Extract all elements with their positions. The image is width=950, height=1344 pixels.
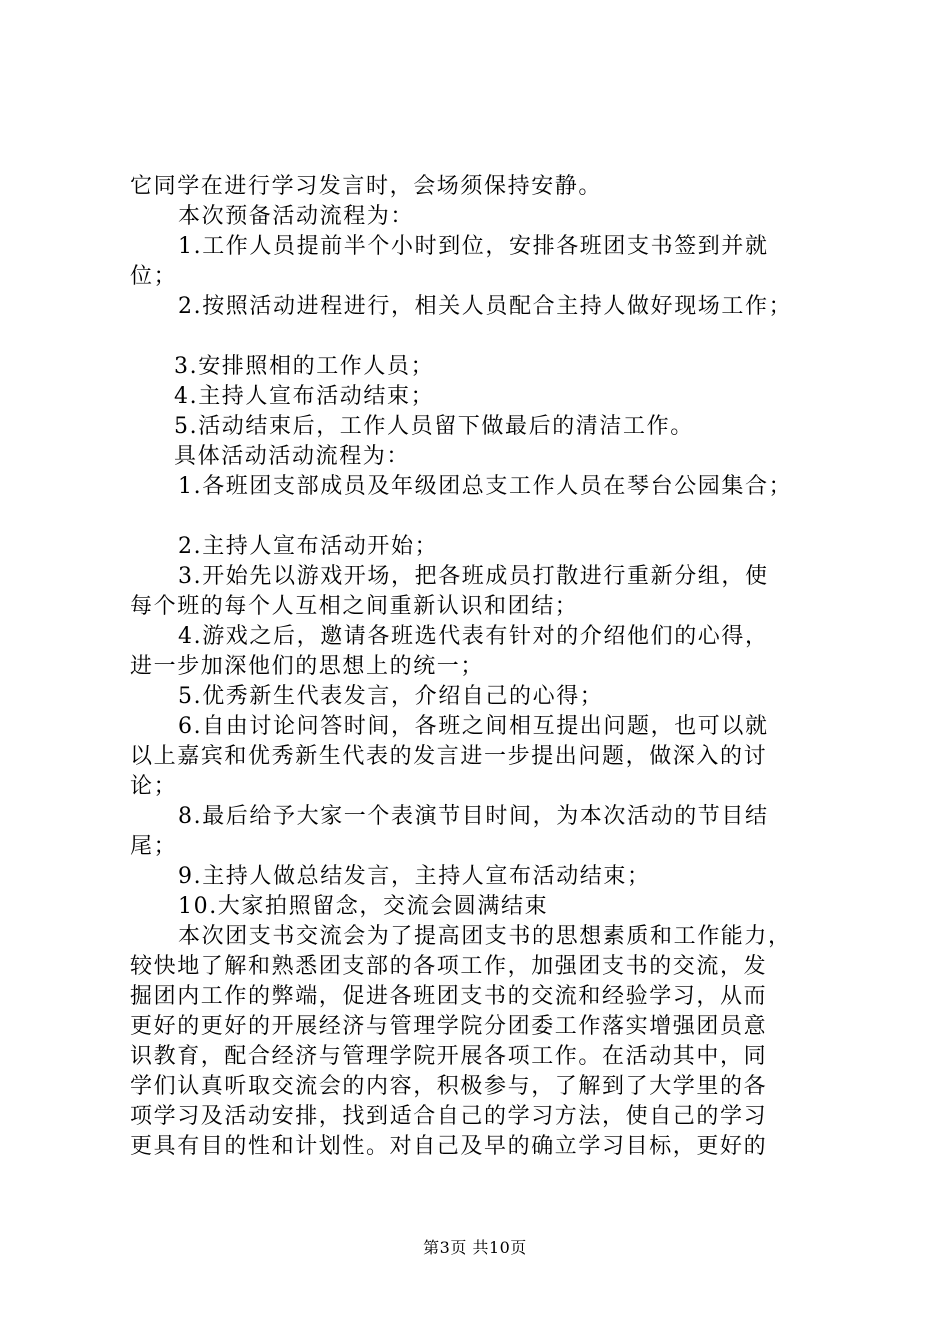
text-line: 进一步加深他们的思想上的统一； — [130, 654, 485, 679]
text-line: 2.主持人宣布活动开始； — [178, 534, 439, 559]
text-line: 10.大家拍照留念，交流会圆满结束 — [178, 894, 549, 919]
text-line: 1.各班团支部成员及年级团总支工作人员在琴台公园集合； — [178, 474, 793, 499]
text-line: 3.开始先以游戏开场，把各班成员打散进行重新分组，使 — [178, 564, 769, 589]
page-number-footer: 第3页 共10页 — [423, 1238, 527, 1257]
text-line: 8.最后给予大家一个表演节目时间，为本次活动的节目结 — [178, 804, 769, 829]
text-line: 4.游戏之后，邀请各班选代表有针对的介绍他们的心得， — [178, 624, 769, 649]
blank-line — [130, 502, 830, 532]
blank-line — [130, 322, 830, 352]
text-line: 本次预备活动流程为： — [178, 204, 415, 229]
text-line: 9.主持人做总结发言，主持人宣布活动结束； — [178, 864, 651, 889]
text-line: 掘团内工作的弊端，促进各班团支书的交流和经验学习，从而 — [130, 984, 768, 1009]
text-line: 2.按照活动进程进行，相关人员配合主持人做好现场工作； — [178, 294, 793, 319]
text-line: 识教育，配合经济与管理学院开展各项工作。在活动其中，同 — [130, 1044, 768, 1069]
text-line: 学们认真听取交流会的内容，积极参与，了解到了大学里的各 — [130, 1074, 768, 1099]
text-line: 论； — [130, 774, 178, 799]
text-line: 较快地了解和熟悉团支部的各项工作，加强团支书的交流，发 — [130, 954, 768, 979]
text-line: 1.工作人员提前半个小时到位，安排各班团支书签到并就 — [178, 234, 769, 259]
text-line: 更好的更好的开展经济与管理学院分团委工作落实增强团员意 — [130, 1014, 768, 1039]
document-body — [130, 172, 830, 1162]
text-line: 位； — [130, 264, 178, 289]
text-line: 3.安排照相的工作人员； — [174, 354, 435, 379]
text-line: 6.自由讨论问答时间，各班之间相互提出问题，也可以就 — [178, 714, 769, 739]
text-line: 本次团支书交流会为了提高团支书的思想素质和工作能力， — [178, 924, 792, 949]
text-line: 每个班的每个人互相之间重新认识和团结； — [130, 594, 579, 619]
text-line: 4.主持人宣布活动结束； — [174, 384, 435, 409]
text-line: 具体活动活动流程为： — [174, 444, 411, 469]
text-line: 更具有目的性和计划性。对自己及早的确立学习目标，更好的 — [130, 1134, 768, 1159]
text-line: 以上嘉宾和优秀新生代表的发言进一步提出问题，做深入的讨 — [130, 744, 768, 769]
text-line: 项学习及活动安排，找到适合自己的学习方法，使自己的学习 — [130, 1104, 768, 1129]
text-line: 5.活动结束后，工作人员留下做最后的清洁工作。 — [174, 414, 694, 439]
text-line: 尾； — [130, 834, 178, 859]
text-line: 它同学在进行学习发言时，会场须保持安静。 — [130, 174, 603, 199]
text-line: 5.优秀新生代表发言，介绍自己的心得； — [178, 684, 604, 709]
